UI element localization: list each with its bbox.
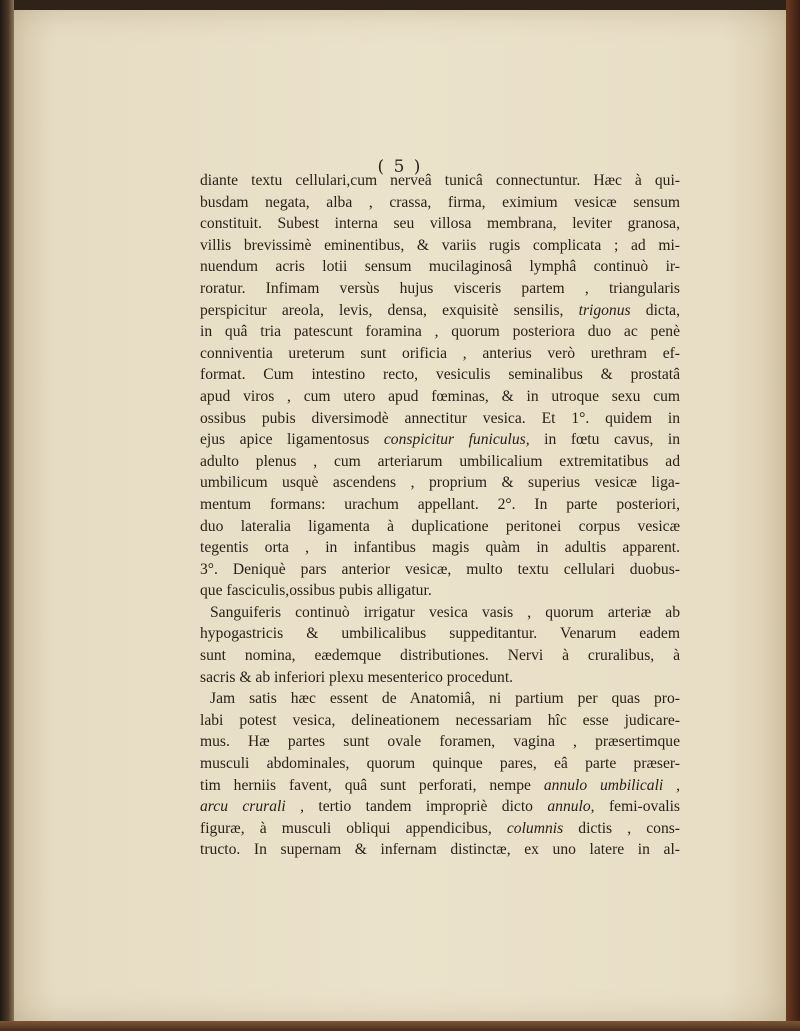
- book-binding-edge: [0, 0, 14, 1031]
- text-line: adulto plenus , cum arteriarum umbilicalium extremitatibus ad: [200, 452, 680, 470]
- page-edge-bottom: [0, 1021, 800, 1031]
- text-line: conniventia ureterum sunt orificia , anterius verò urethram ef-: [200, 344, 680, 362]
- text-line: roratur. Infimam versùs hujus visceris partem , triangularis: [200, 279, 680, 297]
- text-line: format. Cum intestino recto, vesiculis seminalibus & prostatâ: [200, 366, 680, 384]
- text-line: mus. Hæ partes sunt ovale foramen, vagina , præsertimque: [200, 733, 680, 751]
- text-line: ossibus pubis diversimodè annectitur vesica. Et 1°. quidem in: [200, 409, 680, 427]
- page-edge-right: [786, 0, 800, 1031]
- text-line: sunt nomina, eædemque distributiones. Nervi à cruralibus, à: [200, 647, 680, 665]
- text-line: 3°. Deniquè pars anterior vesicæ, multo textu cellulari duobus-: [200, 560, 680, 578]
- text-line: sacris & ab inferiori plexu mesenterico procedunt.: [200, 668, 514, 686]
- text-line: duo lateralia ligamenta à duplicatione peritonei corpus vesicæ: [200, 517, 680, 535]
- text-line: ejus apice ligamentosus conspicitur funiculus, in fœtu cavus, in: [200, 431, 680, 449]
- text-line: Jam satis hæc essent de Anatomiâ, ni partium per quas pro-: [210, 690, 680, 708]
- body-text: [200, 170, 680, 861]
- text-line: que fasciculis,ossibus pubis alligatur.: [200, 582, 432, 600]
- text-line: nuendum acris lotii sensum mucilaginosâ lymphâ continuò ir-: [200, 258, 680, 276]
- text-line: mentum formans: urachum appellant. 2°. In parte posteriori,: [200, 495, 680, 513]
- text-line: hypogastricis & umbilicalibus suppeditantur. Venarum eadem: [200, 625, 680, 643]
- text-line: villis brevissimè eminentibus, & variis rugis complicata ; ad mi-: [200, 236, 680, 254]
- text-line: perspicitur areola, levis, densa, exquisitè sensilis, trigonus dicta,: [200, 301, 680, 319]
- text-line: Sanguiferis continuò irrigatur vesica vasis , quorum arteriæ ab: [210, 603, 680, 621]
- text-line: tructo. In supernam & infernam distinctæ, ex uno latere in al-: [200, 841, 680, 859]
- text-line: arcu crurali , tertio tandem impropriè dicto annulo, femi-ovalis: [200, 798, 680, 816]
- text-line: musculi abdominales, quorum quinque pares, eâ parte præser-: [200, 755, 680, 773]
- page-number: ( 5 ): [377, 157, 423, 177]
- text-line: tim herniis favent, quâ sunt perforati, nempe annulo umbilicali ,: [200, 776, 680, 794]
- text-line: constituit. Subest interna seu villosa membrana, leviter granosa,: [200, 215, 680, 233]
- text-line: tegentis orta , in infantibus magis quàm in adultis apparent.: [200, 539, 680, 557]
- text-line: figuræ, à musculi obliqui appendicibus, columnis dictis , cons-: [200, 819, 681, 837]
- text-line: umbilicum usquè ascendens , proprium & superius vesicæ liga-: [200, 474, 680, 492]
- text-line: in quâ tria patescunt foramina , quorum posteriora duo ac penè: [200, 323, 680, 341]
- text-line: busdam negata, alba , crassa, firma, eximium vesicæ sensum: [200, 193, 680, 211]
- text-line: apud viros , cum utero apud fœminas, & in utroque sexu cum: [200, 387, 680, 405]
- text-line: labi potest vesica, delineationem necessariam hîc esse judicare-: [200, 711, 680, 729]
- text-line: diante textu cellulari,cum nerveâ tunicâ connectuntur. Hæc à qui-: [200, 172, 680, 189]
